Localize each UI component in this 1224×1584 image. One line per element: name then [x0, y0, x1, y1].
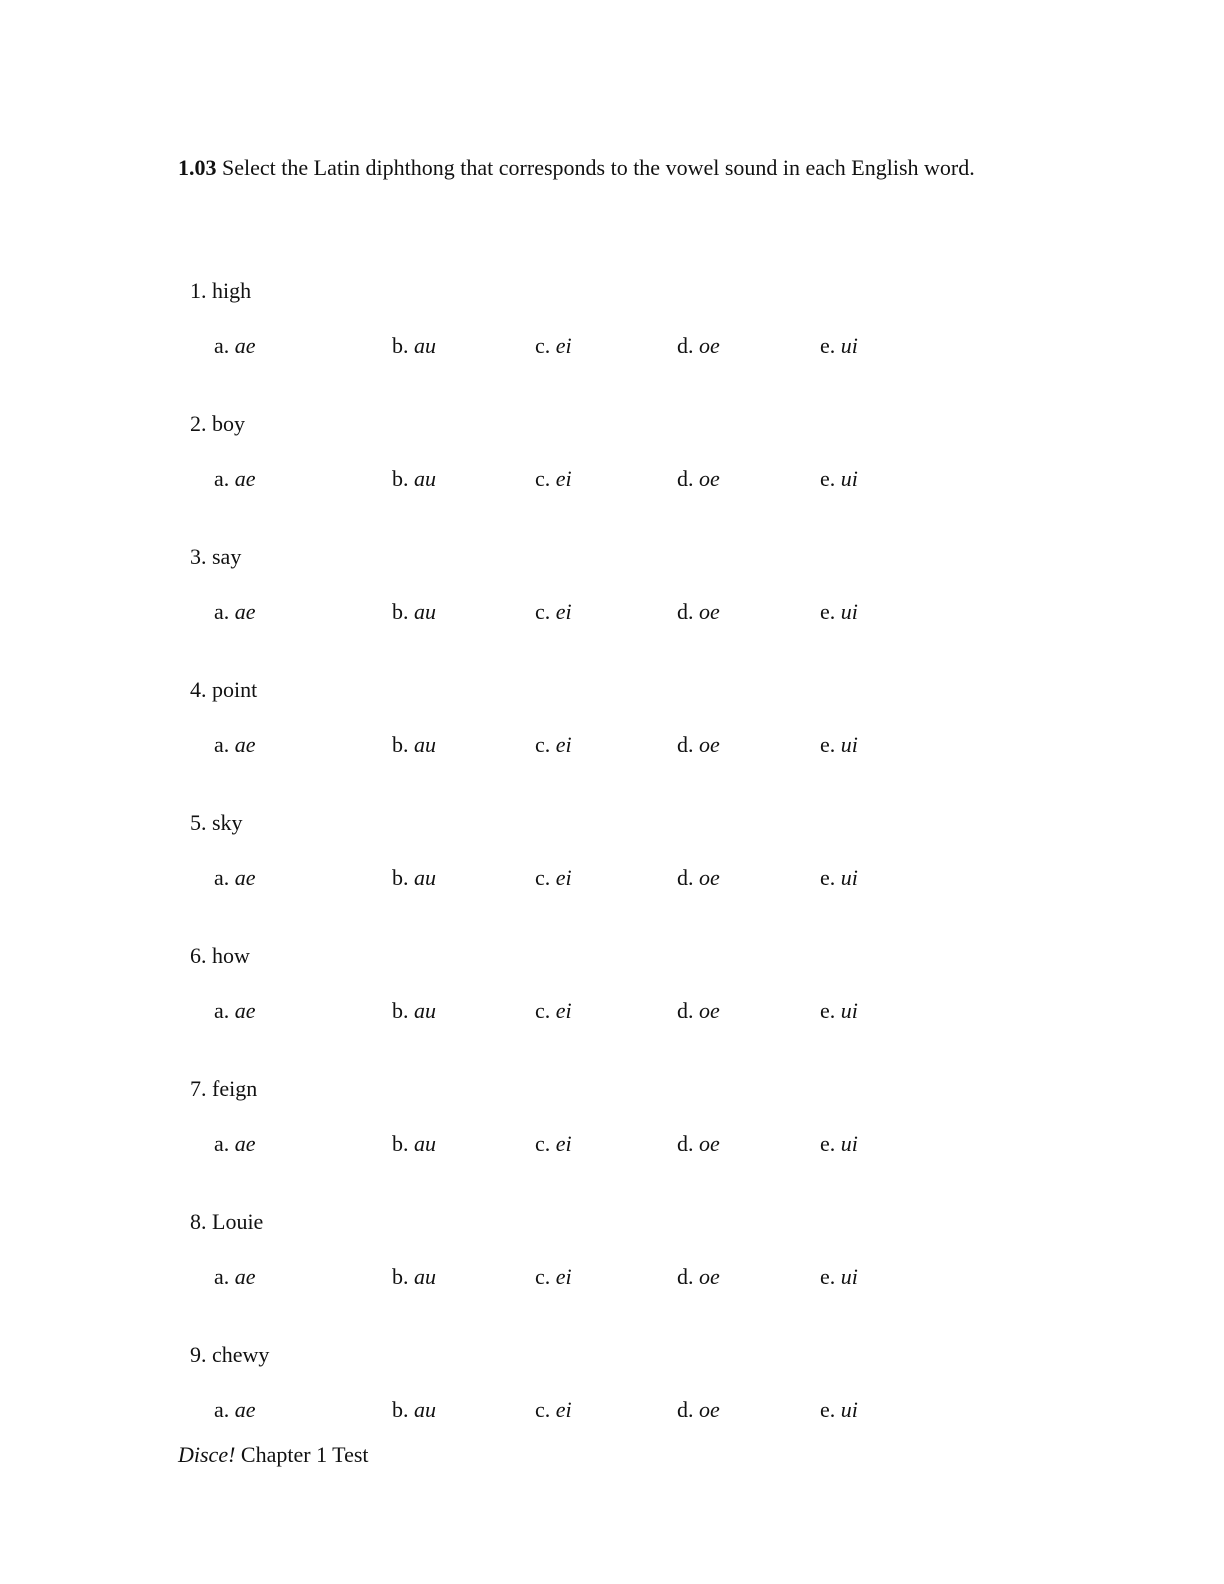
question-number: 4. — [190, 677, 207, 702]
option-letter: d. — [677, 1264, 694, 1289]
option-diphthong: ui — [840, 466, 858, 491]
question-stem — [190, 411, 245, 437]
option-diphthong: ei — [555, 865, 572, 890]
option-letter: b. — [392, 599, 409, 624]
answer-option[interactable] — [535, 1264, 572, 1290]
answer-option[interactable] — [535, 732, 572, 758]
answer-option[interactable] — [677, 1397, 720, 1423]
option-diphthong: ei — [555, 1131, 572, 1156]
question-stem — [190, 810, 243, 836]
option-diphthong: au — [414, 865, 436, 890]
answer-option[interactable] — [677, 998, 720, 1024]
footer — [178, 1442, 369, 1468]
answer-option[interactable] — [677, 333, 720, 359]
question-item — [0, 411, 1224, 511]
answer-option[interactable] — [535, 333, 572, 359]
option-letter: e. — [820, 1264, 836, 1289]
option-diphthong: ui — [840, 599, 858, 624]
option-letter: a. — [214, 1264, 230, 1289]
answer-option[interactable] — [677, 1264, 720, 1290]
answer-option[interactable] — [214, 1131, 256, 1157]
answer-option[interactable] — [214, 466, 256, 492]
option-letter: b. — [392, 998, 409, 1023]
option-letter: b. — [392, 1397, 409, 1422]
option-diphthong: au — [414, 998, 436, 1023]
option-diphthong: oe — [699, 998, 720, 1023]
question-word: Louie — [212, 1209, 264, 1234]
answer-option[interactable] — [820, 599, 858, 625]
answer-option[interactable] — [820, 865, 858, 891]
option-diphthong: oe — [699, 466, 720, 491]
question-number: 1. — [190, 278, 207, 303]
answer-option[interactable] — [214, 865, 256, 891]
question-stem — [190, 943, 250, 969]
answer-option[interactable] — [392, 1264, 436, 1290]
option-letter: b. — [392, 333, 409, 358]
question-stem — [190, 278, 251, 304]
answer-option[interactable] — [214, 998, 256, 1024]
answer-option[interactable] — [677, 466, 720, 492]
question-word: chewy — [212, 1342, 270, 1367]
option-letter: a. — [214, 1131, 230, 1156]
option-diphthong: au — [414, 333, 436, 358]
option-diphthong: oe — [699, 865, 720, 890]
option-letter: d. — [677, 599, 694, 624]
option-letter: c. — [535, 732, 551, 757]
answer-option[interactable] — [820, 998, 858, 1024]
option-diphthong: ei — [555, 732, 572, 757]
option-diphthong: ae — [234, 1264, 256, 1289]
option-diphthong: ae — [234, 466, 256, 491]
answer-option[interactable] — [677, 599, 720, 625]
answer-option[interactable] — [535, 865, 572, 891]
question-item — [0, 278, 1224, 378]
answer-option[interactable] — [820, 1131, 858, 1157]
question-item — [0, 1076, 1224, 1176]
option-diphthong: ui — [840, 1264, 858, 1289]
option-diphthong: oe — [699, 732, 720, 757]
question-item — [0, 544, 1224, 644]
answer-option[interactable] — [535, 1131, 572, 1157]
option-letter: d. — [677, 865, 694, 890]
option-letter: e. — [820, 1131, 836, 1156]
question-item — [0, 943, 1224, 1043]
answer-option[interactable] — [392, 732, 436, 758]
option-letter: a. — [214, 998, 230, 1023]
option-letter: d. — [677, 732, 694, 757]
option-diphthong: ui — [840, 333, 858, 358]
option-letter: b. — [392, 466, 409, 491]
answer-option[interactable] — [677, 865, 720, 891]
footer-book-title: Disce! — [178, 1442, 236, 1467]
answer-option[interactable] — [820, 466, 858, 492]
question-word: say — [212, 544, 242, 569]
question-number: 8. — [190, 1209, 207, 1234]
answer-option[interactable] — [820, 333, 858, 359]
option-diphthong: ae — [234, 998, 256, 1023]
answer-option[interactable] — [214, 1264, 256, 1290]
option-letter: d. — [677, 333, 694, 358]
question-word: feign — [212, 1076, 258, 1101]
option-letter: e. — [820, 1397, 836, 1422]
answer-option[interactable] — [392, 998, 436, 1024]
option-letter: e. — [820, 732, 836, 757]
question-stem — [190, 1209, 263, 1235]
question-number: 3. — [190, 544, 207, 569]
option-diphthong: ui — [840, 865, 858, 890]
option-diphthong: oe — [699, 1397, 720, 1422]
question-item — [0, 1209, 1224, 1309]
option-letter: d. — [677, 998, 694, 1023]
question-stem — [190, 544, 241, 570]
footer-text: Chapter 1 Test — [240, 1442, 369, 1467]
question-word: high — [212, 278, 252, 303]
option-diphthong: au — [414, 1264, 436, 1289]
option-diphthong: ei — [555, 1397, 572, 1422]
option-diphthong: ui — [840, 732, 858, 757]
option-diphthong: ei — [555, 1264, 572, 1289]
option-letter: c. — [535, 333, 551, 358]
option-diphthong: ui — [840, 1131, 858, 1156]
option-letter: c. — [535, 1131, 551, 1156]
question-number: 2. — [190, 411, 207, 436]
answer-option[interactable] — [535, 599, 572, 625]
option-letter: e. — [820, 998, 836, 1023]
option-letter: a. — [214, 466, 230, 491]
option-letter: b. — [392, 865, 409, 890]
instruction — [178, 140, 1018, 195]
question-item — [0, 677, 1224, 777]
answer-option[interactable] — [535, 998, 572, 1024]
option-diphthong: au — [414, 1397, 436, 1422]
option-letter: c. — [535, 599, 551, 624]
option-letter: c. — [535, 1397, 551, 1422]
answer-option[interactable] — [820, 1264, 858, 1290]
option-letter: d. — [677, 1397, 694, 1422]
answer-option[interactable] — [392, 865, 436, 891]
option-diphthong: ei — [555, 333, 572, 358]
question-word: sky — [212, 810, 243, 835]
option-letter: e. — [820, 599, 836, 624]
option-diphthong: ei — [555, 599, 572, 624]
option-diphthong: au — [414, 599, 436, 624]
option-letter: a. — [214, 865, 230, 890]
option-letter: c. — [535, 466, 551, 491]
question-stem — [190, 1076, 257, 1102]
option-diphthong: ae — [234, 1397, 256, 1422]
question-item — [0, 1342, 1224, 1442]
option-letter: a. — [214, 333, 230, 358]
answer-option[interactable] — [214, 732, 256, 758]
option-diphthong: ae — [234, 333, 256, 358]
question-word: how — [212, 943, 250, 968]
option-diphthong: au — [414, 1131, 436, 1156]
answer-option[interactable] — [214, 1397, 256, 1423]
option-letter: e. — [820, 466, 836, 491]
option-diphthong: oe — [699, 599, 720, 624]
option-diphthong: ae — [234, 599, 256, 624]
answer-option[interactable] — [392, 1131, 436, 1157]
question-number: 6. — [190, 943, 207, 968]
option-letter: e. — [820, 333, 836, 358]
option-letter: c. — [535, 865, 551, 890]
option-diphthong: oe — [699, 333, 720, 358]
question-number: 9. — [190, 1342, 207, 1367]
option-letter: d. — [677, 466, 694, 491]
instruction-number: 1.03 — [178, 155, 217, 180]
instruction-text: Select the Latin diphthong that corresponds to the vowel sound in each English word. — [222, 155, 975, 180]
option-letter: a. — [214, 599, 230, 624]
option-diphthong: ae — [234, 732, 256, 757]
option-diphthong: ae — [234, 1131, 256, 1156]
answer-option[interactable] — [214, 333, 256, 359]
answer-option[interactable] — [392, 599, 436, 625]
answer-option[interactable] — [392, 466, 436, 492]
option-letter: b. — [392, 732, 409, 757]
answer-option[interactable] — [214, 599, 256, 625]
question-stem — [190, 1342, 269, 1368]
answer-option[interactable] — [820, 1397, 858, 1423]
option-diphthong: ei — [555, 998, 572, 1023]
option-diphthong: oe — [699, 1264, 720, 1289]
answer-option[interactable] — [820, 732, 858, 758]
option-letter: d. — [677, 1131, 694, 1156]
question-number: 7. — [190, 1076, 207, 1101]
option-diphthong: au — [414, 466, 436, 491]
question-word: point — [212, 677, 258, 702]
answer-option[interactable] — [392, 1397, 436, 1423]
option-diphthong: ei — [555, 466, 572, 491]
option-letter: e. — [820, 865, 836, 890]
option-letter: c. — [535, 998, 551, 1023]
option-letter: b. — [392, 1131, 409, 1156]
question-stem — [190, 677, 257, 703]
question-word: boy — [212, 411, 245, 436]
answer-option[interactable] — [535, 1397, 572, 1423]
option-diphthong: ae — [234, 865, 256, 890]
option-letter: a. — [214, 1397, 230, 1422]
answer-option[interactable] — [677, 732, 720, 758]
option-letter: a. — [214, 732, 230, 757]
question-item — [0, 810, 1224, 910]
option-diphthong: ui — [840, 1397, 858, 1422]
option-letter: c. — [535, 1264, 551, 1289]
question-number: 5. — [190, 810, 207, 835]
option-diphthong: au — [414, 732, 436, 757]
option-letter: b. — [392, 1264, 409, 1289]
option-diphthong: ui — [840, 998, 858, 1023]
answer-option[interactable] — [677, 1131, 720, 1157]
option-diphthong: oe — [699, 1131, 720, 1156]
answer-option[interactable] — [392, 333, 436, 359]
answer-option[interactable] — [535, 466, 572, 492]
